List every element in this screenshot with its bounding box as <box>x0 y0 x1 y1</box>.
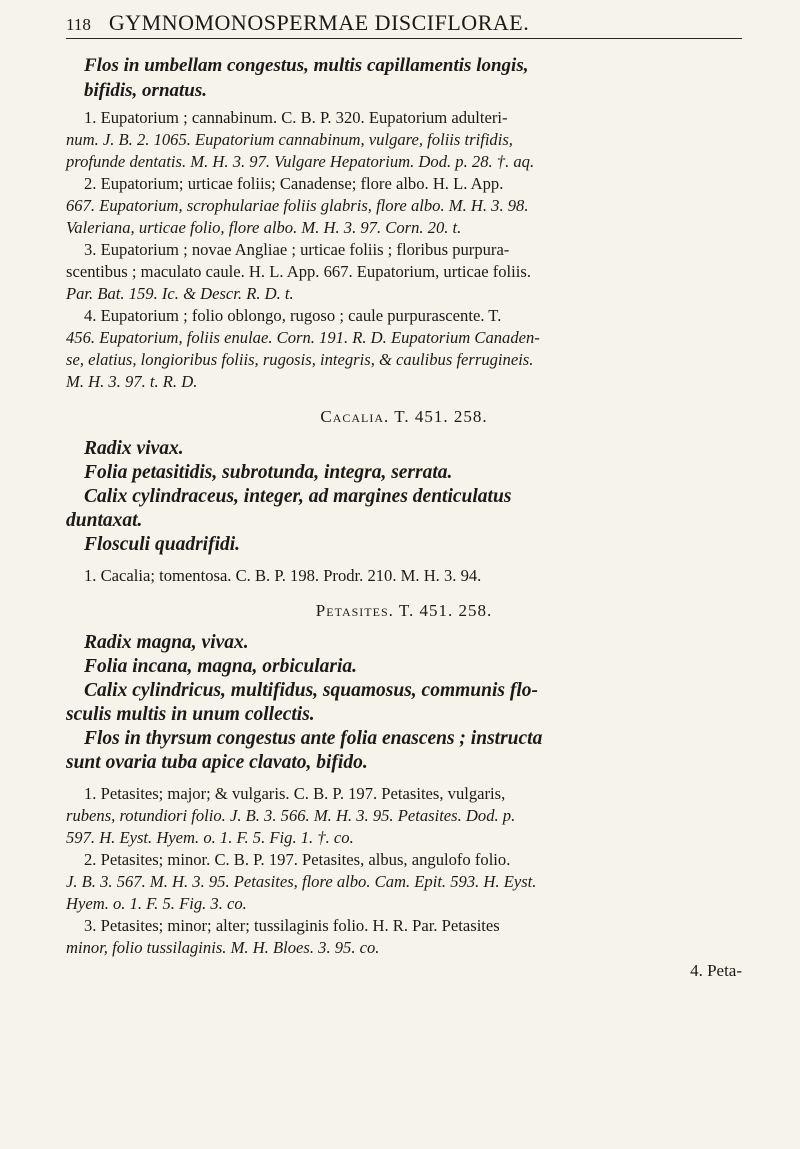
genus-heading-cacalia <box>66 407 742 427</box>
species-entry <box>66 849 742 915</box>
entry-line: Par. Bat. 159. Ic. & Descr. R. D. t. <box>66 284 294 303</box>
flower-description-line-1: Flos in umbellam congestus, multis capillamentis longis, <box>84 55 529 76</box>
species-entry <box>66 915 742 959</box>
petasites-characters <box>66 631 742 775</box>
species-entry <box>66 107 742 173</box>
species-entry: 1. Cacalia; tomentosa. C. B. P. 198. Prodr. 210. M. H. 3. 94. <box>84 566 482 585</box>
entry-line: Hyem. o. 1. F. 5. Fig. 3. co. <box>66 894 247 913</box>
entry-line: 667. Eupatorium, scrophulariae foliis glabris, flore albo. M. H. 3. 98. <box>66 196 529 215</box>
character-line: Radix vivax. <box>84 438 184 459</box>
entry-line: 4. Eupatorium ; folio oblongo, rugoso ; caule purpurascente. T. <box>84 306 502 325</box>
entry-line: 3. Eupatorium ; novae Angliae ; urticae foliis ; floribus purpura- <box>84 240 510 259</box>
petasites-species-list <box>66 783 742 959</box>
entry-line: scentibus ; maculato caule. H. L. App. 667. Eupatorium, urticae foliis. <box>66 262 531 281</box>
character-line: Calix cylindricus, multifidus, squamosus, communis flo- <box>84 680 539 701</box>
entry-line: 1. Eupatorium ; cannabinum. C. B. P. 320. Eupatorium adulteri- <box>84 108 508 127</box>
genus-reference: T. 451. 258. <box>394 407 488 426</box>
genus-name: Petasites. <box>315 601 394 620</box>
entry-line: 456. Eupatorium, foliis enulae. Corn. 191. R. D. Eupatorium Canaden- <box>66 328 540 347</box>
genus-heading-petasites <box>66 601 742 621</box>
running-head: GYMNOMONOSPERMAE DISCIFLORAE. <box>108 10 530 35</box>
species-entry <box>66 305 742 393</box>
entry-line: se, elatius, longioribus foliis, rugosis, integris, & caulibus ferrugineis. <box>66 350 534 369</box>
entry-line: M. H. 3. 97. t. R. D. <box>66 372 198 391</box>
entry-line: Valeriana, urticae folio, flore albo. M. H. 3. 97. Corn. 20. t. <box>66 218 462 237</box>
character-line: duntaxat. <box>66 510 143 531</box>
character-line: sculis multis in unum collectis. <box>66 704 315 725</box>
genus-reference: T. 451. 258. <box>398 601 493 620</box>
species-entry <box>66 783 742 849</box>
character-line: Folia incana, magna, orbicularia. <box>84 656 358 677</box>
entry-line: 1. Petasites; major; & vulgaris. C. B. P. 197. Petasites, vulgaris, <box>84 784 506 803</box>
catchword: 4. Peta- <box>690 961 742 980</box>
flower-description-line-2: bifidis, ornatus. <box>84 80 208 101</box>
flower-description <box>84 53 742 103</box>
character-line: Folia petasitidis, subrotunda, integra, serrata. <box>84 462 453 483</box>
entry-line: 2. Petasites; minor. C. B. P. 197. Petasites, albus, angulofo folio. <box>84 850 511 869</box>
entry-line: 597. H. Eyst. Hyem. o. 1. F. 5. Fig. 1. †. co. <box>66 828 354 847</box>
entry-line: 3. Petasites; minor; alter; tussilaginis folio. H. R. Par. Petasites <box>84 916 500 935</box>
entry-line: profunde dentatis. M. H. 3. 97. Vulgare Hepatorium. Dod. p. 28. †. aq. <box>66 152 535 171</box>
entry-line: J. B. 3. 567. M. H. 3. 95. Petasites, flore albo. Cam. Epit. 593. H. Eyst. <box>66 872 537 891</box>
species-entry <box>66 239 742 305</box>
page-header <box>66 10 742 39</box>
character-line: Calix cylindraceus, integer, ad margines denticulatus <box>84 486 512 507</box>
genus-name: Cacalia. <box>320 407 390 426</box>
entry-line: minor, folio tussilaginis. M. H. Bloes. 3. 95. co. <box>66 938 380 957</box>
page-number: 118 <box>66 15 91 34</box>
species-entry <box>66 173 742 239</box>
entry-line: 2. Eupatorium; urticae foliis; Canadense; flore albo. H. L. App. <box>84 174 504 193</box>
character-line: Radix magna, vivax. <box>84 632 249 653</box>
entry-line: rubens, rotundiori folio. J. B. 3. 566. M. H. 3. 95. Petasites. Dod. p. <box>66 806 516 825</box>
eupatorium-species-list <box>66 107 742 393</box>
character-line: Flosculi quadrifidi. <box>84 534 241 555</box>
character-line: Flos in thyrsum congestus ante folia enascens ; instructa <box>84 728 543 749</box>
entry-line: num. J. B. 2. 1065. Eupatorium cannabinum, vulgare, foliis trifidis, <box>66 130 513 149</box>
cacalia-characters <box>66 437 742 557</box>
character-line: sunt ovaria tuba apice clavato, bifido. <box>66 752 368 773</box>
